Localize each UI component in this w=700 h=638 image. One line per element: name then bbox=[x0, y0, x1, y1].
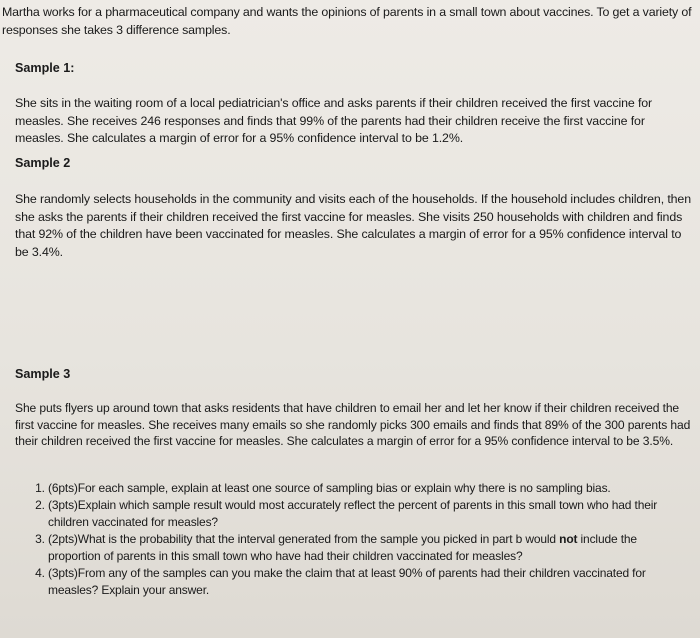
question-list bbox=[30, 480, 660, 599]
sample-3-heading: Sample 3 bbox=[15, 367, 71, 381]
sample-3-text: She puts flyers up around town that asks residents that have children to email her and let her know if their children received the first vaccine for measles. She receives many emails so she randomly picks 300 emails and finds that 89% of the 300 parents had their children received the first vaccine for measles. She calculates a margin of error for a 95% confidence interval to be 3.5%. bbox=[15, 401, 691, 448]
question-4 bbox=[48, 565, 660, 599]
question-3-text-pre: (2pts)What is the probability that the interval generated from the sample you picked in part b would bbox=[48, 532, 560, 546]
question-3 bbox=[48, 531, 660, 565]
question-1-text: (6pts)For each sample, explain at least one source of sampling bias or explain why there is no sampling bias. bbox=[48, 481, 611, 495]
question-3-text-post: include the proportion of parents in this small town who have had their children vaccinated for measles? bbox=[48, 532, 637, 563]
sample-2-text: She randomly selects households in the community and visits each of the households. If the household includes children, then she asks the parents if their children received the first vaccine for measles. She visits 250 households with children and finds that 92% of the children have been vaccinated for measles. She calculates a margin of error for a 95% confidence interval to be 3.4%. bbox=[15, 192, 691, 259]
question-2-text: (3pts)Explain which sample result would most accurately reflect the percent of parents in this small town who had their children vaccinated for measles? bbox=[48, 498, 658, 529]
sample-1-heading: Sample 1: bbox=[15, 61, 75, 75]
question-4-text: (3pts)From any of the samples can you make the claim that at least 90% of parents had their children vaccinated for measles? Explain your answer. bbox=[48, 566, 646, 597]
question-2 bbox=[48, 497, 660, 531]
question-3-emphasis: not bbox=[559, 532, 578, 546]
sample-2-heading: Sample 2 bbox=[15, 156, 71, 170]
question-1 bbox=[48, 480, 660, 497]
sample-1-text: She sits in the waiting room of a local pediatrician's office and asks parents if their children received the first vaccine for measles. She receives 246 responses and finds that 99% of the parents had their children receive the first vaccine for measles. She calculates a margin of error for a 95% confidence interval to be 1.2%. bbox=[15, 96, 653, 145]
intro-paragraph: Martha works for a pharmaceutical company and wants the opinions of parents in a small town about vaccines. To get a variety of responses she takes 3 difference samples. bbox=[2, 5, 692, 37]
